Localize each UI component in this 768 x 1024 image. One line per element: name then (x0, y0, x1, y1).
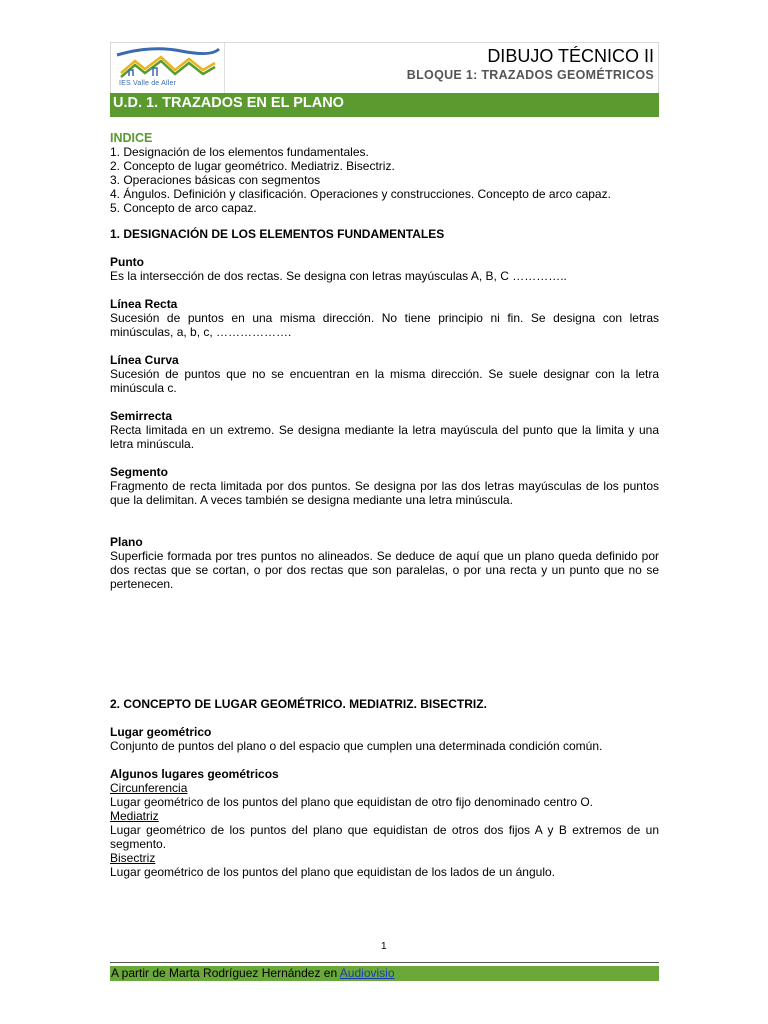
definition-segmento: Fragmento de recta limitada por dos puntos. Se designa por las dos letras mayúsculas de los puntos que la delimitan. A veces también se designa mediante una letra minúscula. (110, 479, 659, 507)
document-subtitle: BLOQUE 1: TRAZADOS GEOMÉTRICOS (406, 68, 654, 82)
unit-title-bar (110, 93, 659, 117)
definition-punto: Es la intersección de dos rectas. Se designa con letras mayúsculas A, B, C ………….. (110, 269, 567, 283)
footer-divider (110, 962, 659, 963)
term-linea-curva: Línea Curva (110, 353, 179, 367)
section-1-title: 1. DESIGNACIÓN DE LOS ELEMENTOS FUNDAMENTALES (110, 227, 445, 241)
term-circunferencia: Circunferencia (110, 781, 188, 795)
school-logo (111, 43, 225, 93)
index-item: 2. Concepto de lugar geométrico. Mediatriz. Bisectriz. (110, 159, 395, 173)
logo-text: IES Valle de Aller (119, 80, 177, 87)
definition-mediatriz: Lugar geométrico de los puntos del plano que equidistan de otros dos fijos A y B extremos de un segmento. (110, 823, 659, 851)
document-body (110, 131, 659, 879)
term-segmento: Segmento (110, 465, 169, 479)
term-lugar-geometrico: Lugar geométrico (110, 725, 212, 739)
term-plano: Plano (110, 535, 143, 549)
footer-bar (110, 966, 659, 981)
index-title: INDICE (110, 131, 153, 145)
definition-bisectriz: Lugar geométrico de los puntos del plano que equidistan de los lados de un ángulo. (110, 865, 555, 879)
index-item: 1. Designación de los elementos fundamentales. (110, 145, 369, 159)
definition-linea-curva: Sucesión de puntos que no se encuentran en la misma dirección. Se suele designar con la letra minúscula c. (110, 367, 659, 395)
document-title: DIBUJO TÉCNICO II (487, 46, 654, 66)
definition-linea-recta: Sucesión de puntos en una misma dirección. No tiene principio ni fin. Se designa con letras minúsculas, a, b, c, ………………. (110, 311, 659, 339)
footer-credit (111, 966, 395, 980)
index-item: 5. Concepto de arco capaz. (110, 201, 257, 215)
definition-lugar-geometrico: Conjunto de puntos del plano o del espacio que cumplen una determinada condición común. (110, 739, 603, 753)
term-algunos-lugares: Algunos lugares geométricos (110, 767, 279, 781)
document-header (110, 42, 659, 93)
index-item: 3. Operaciones básicas con segmentos (110, 173, 321, 187)
footer-link[interactable]: Audiovisio (339, 966, 395, 980)
document-page (110, 42, 659, 93)
index-item: 4. Ángulos. Definición y clasificación. Operaciones y construcciones. Concepto de arco capaz. (110, 187, 611, 201)
term-linea-recta: Línea Recta (110, 297, 178, 311)
definition-plano: Superficie formada por tres puntos no alineados. Se deduce de aquí que un plano queda definido por dos rectas que se cortan, o por dos rectas que son paralelas, o por una recta y un punto que no se pertenecen. (110, 549, 659, 591)
definition-circunferencia: Lugar geométrico de los puntos del plano que equidistan de otro fijo denominado centro O. (110, 795, 593, 809)
unit-title: U.D. 1. TRAZADOS EN EL PLANO (113, 95, 344, 111)
section-2-title: 2. CONCEPTO DE LUGAR GEOMÉTRICO. MEDIATRIZ. BISECTRIZ. (110, 697, 487, 711)
term-mediatriz: Mediatriz (110, 809, 159, 823)
term-semirrecta: Semirrecta (110, 409, 173, 423)
term-bisectriz: Bisectriz (110, 851, 156, 865)
footer-credit-text: A partir de Marta Rodríguez Hernández en (111, 966, 340, 980)
definition-semirrecta: Recta limitada en un extremo. Se designa mediante la letra mayúscula del punto que la limita y una letra minúscula. (110, 423, 659, 451)
page-number: 1 (381, 941, 387, 952)
term-punto: Punto (110, 255, 144, 269)
